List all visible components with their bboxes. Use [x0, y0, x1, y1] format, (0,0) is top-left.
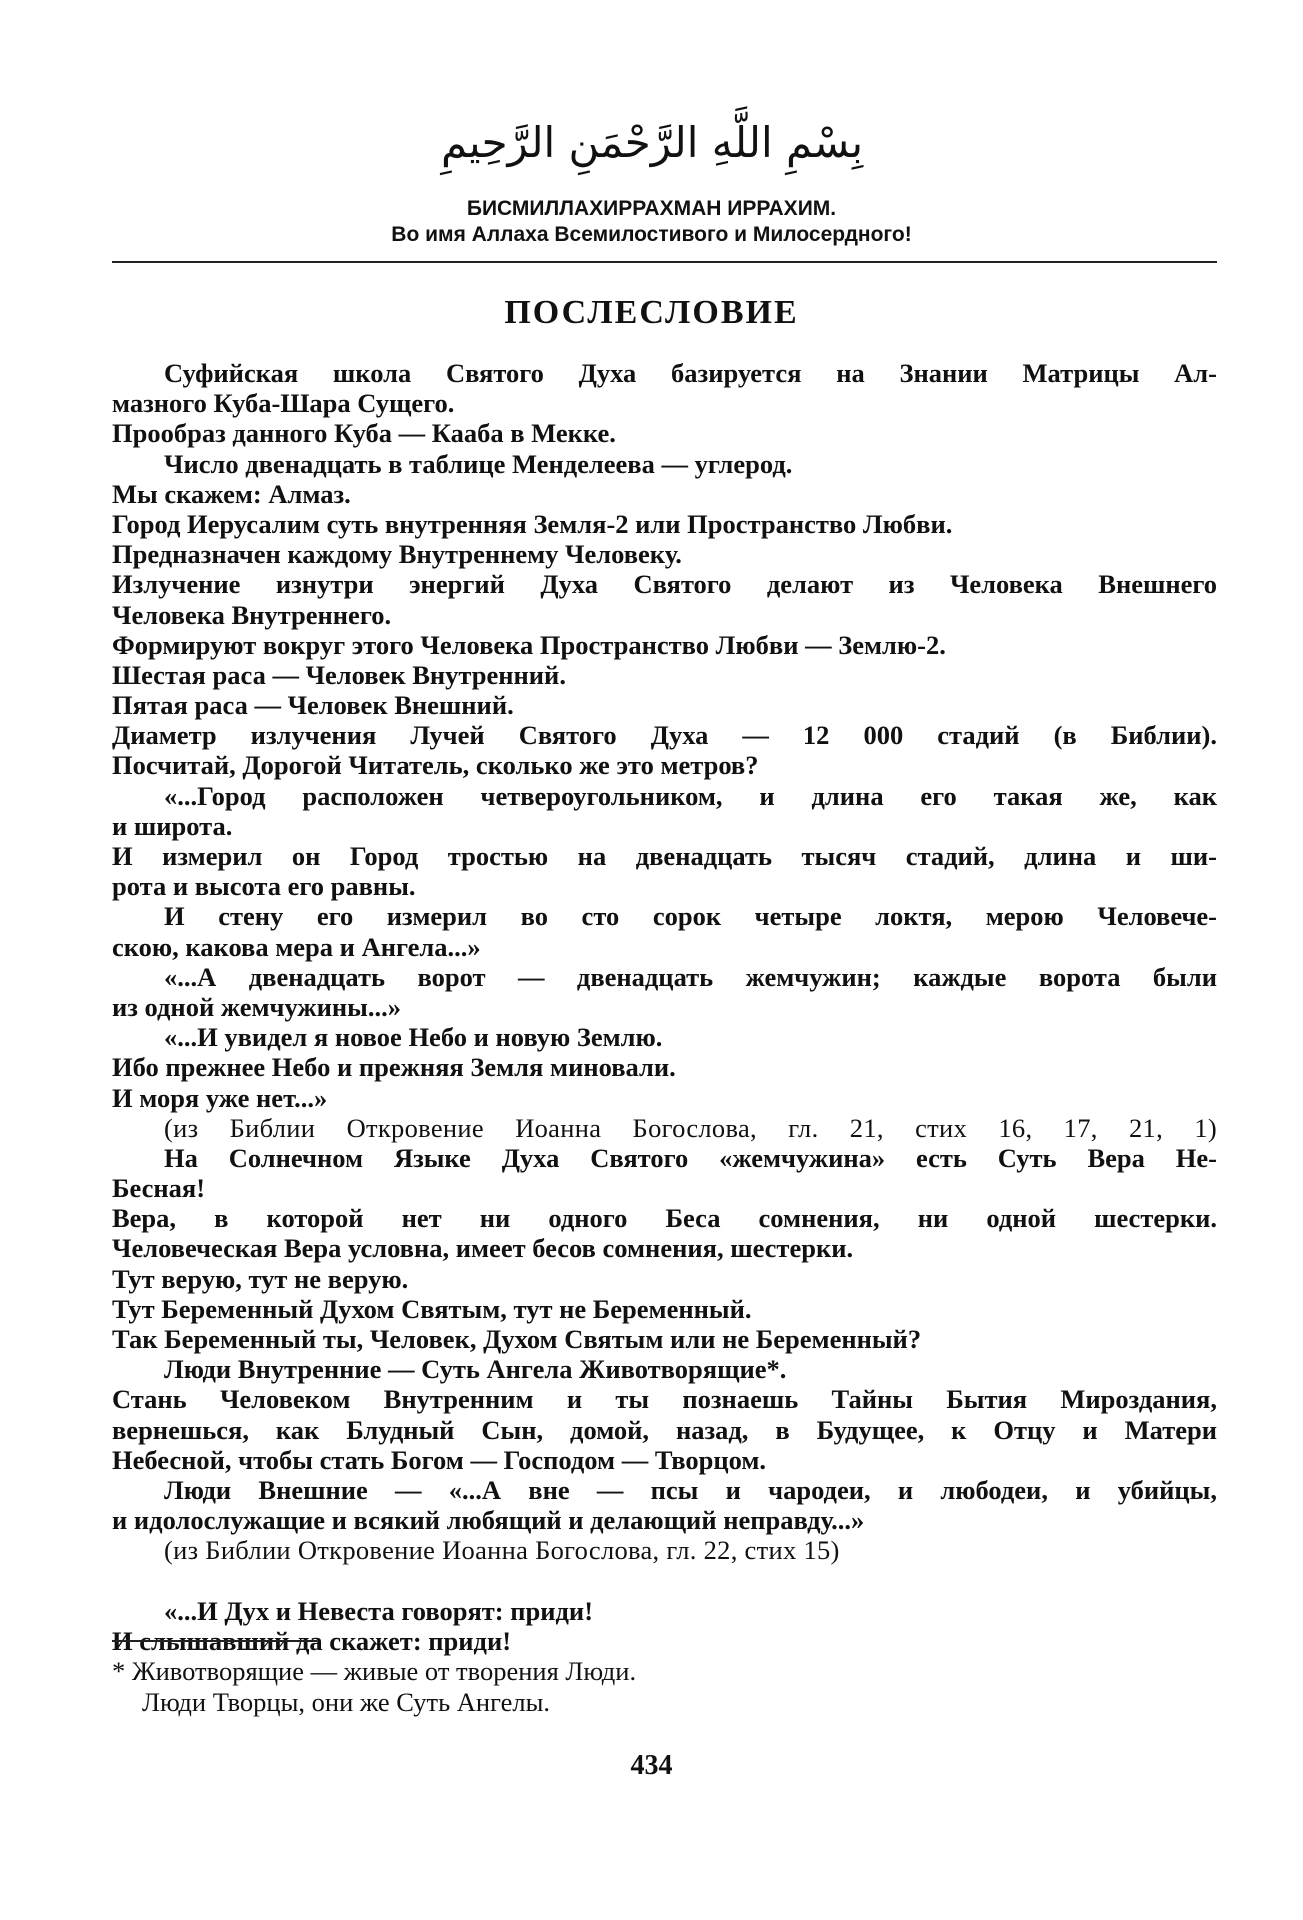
body-text [112, 358, 1217, 1656]
body-line: Тут верую, тут не верую. [112, 1263, 409, 1294]
body-line: Вера, в которой нет ни одного Беса сомнения, ни одной шестерки. [112, 1203, 1217, 1234]
body-line: И измерил он Город тростью на двенадцать тысяч стадий, длина и ши- [112, 841, 1217, 871]
footnote-line: * Животворящие — живые от творения Люди. [112, 1656, 637, 1686]
body-line: Излучение изнутри энергий Духа Святого делают из Человека Внешнего [112, 569, 1217, 600]
body-line: Люди Внешние — «...А вне — псы и чародеи, и любодеи, и убийцы, [164, 1474, 1217, 1505]
body-line: Люди Внутренние — Суть Ангела Животворящие*. [164, 1354, 787, 1385]
header-line-2: Во имя Аллаха Всемилостивого и Милосердного! [391, 223, 912, 246]
body-line: Пятая раса — Человек Внешний. [112, 690, 514, 721]
footnote [112, 1656, 1217, 1718]
body-line: Число двенадцать в таблице Менделеева — углерод. [164, 448, 793, 479]
body-line: «...А двенадцать ворот — двенадцать жемчужин; каждые ворота были [164, 961, 1217, 992]
body-line: «...Город расположен четвероугольником, и длина его такая же, как [164, 780, 1217, 811]
body-line: И моря уже нет...» [112, 1082, 328, 1113]
body-line: На Солнечном Языке Духа Святого «жемчужина» есть Суть Вера Не- [164, 1142, 1217, 1173]
body-line: «...И Дух и Невеста говорят: приди! [164, 1595, 594, 1626]
body-line: Мы скажем: Алмаз. [112, 478, 351, 509]
basmala-calligraphy [440, 95, 863, 190]
body-line: мазного Куба-Шара Сущего. [112, 388, 455, 419]
body-line: Посчитай, Дорогой Читатель, сколько же это метров? [112, 750, 759, 781]
footnote-line: Люди Творцы, они же Суть Ангелы. [142, 1687, 551, 1717]
page-header [0, 95, 1303, 248]
body-line: Человека Внутреннего. [112, 599, 392, 630]
body-line: и идолослужащие и всякий любящий и делающий неправду...» [112, 1505, 865, 1536]
body-line: Шестая раса — Человек Внутренний. [112, 659, 566, 690]
body-line: Бесная! [112, 1173, 206, 1204]
body-line: Прообраз данного Куба — Кааба в Мекке. [112, 418, 616, 449]
body-line: Ибо прежнее Небо и прежняя Земля миновали. [112, 1052, 676, 1083]
body-line: Небесной, чтобы стать Богом — Господом — Творцом. [112, 1444, 767, 1475]
body-line: Стань Человеком Внутренним и ты познаешь Тайны Бытия Мироздания, [112, 1384, 1217, 1415]
body-line: и широта. [112, 810, 233, 841]
page-title: ПОСЛЕСЛОВИЕ [504, 294, 799, 331]
body-line: Диаметр излучения Лучей Святого Духа — 12 000 стадий (в Библии). [112, 720, 1217, 751]
body-line: (из Библии Откровение Иоанна Богослова, гл. 22, стих 15) [164, 1535, 840, 1566]
body-line: И стену его измерил во сто сорок четыре локтя, мерою Человече- [164, 901, 1217, 932]
header-line-1: БИСМИЛЛАХИРРАХМАН ИРРАХИМ. [466, 197, 837, 220]
arabic-basmala-text: بِسْمِ اللَّهِ الرَّحْمَنِ الرَّحِيمِ [440, 118, 863, 167]
body-line: Так Беременный ты, Человек, Духом Святым или не Беременный? [112, 1324, 922, 1354]
header-divider [112, 261, 1217, 263]
body-line: «...И увидел я новое Небо и новую Землю. [164, 1022, 663, 1053]
body-line: (из Библии Откровение Иоанна Богослова, гл. 21, стих 16, 17, 21, 1) [164, 1112, 1217, 1143]
body-line: Тут Беременный Духом Святым, тут не Беременный. [112, 1293, 752, 1324]
paragraph-gap [112, 1566, 1217, 1596]
page-number: 434 [630, 1750, 673, 1781]
body-line: вернешься, как Блудный Сын, домой, назад, в Будущее, к Отцу и Матери [112, 1414, 1217, 1445]
body-line: Город Иерусалим суть внутренняя Земля-2 или Пространство Любви. [112, 508, 953, 539]
footnote-divider [112, 1640, 317, 1642]
body-line: Предназначен каждому Внутреннему Человеку. [112, 539, 682, 570]
body-line: Формируют вокруг этого Человека Пространство Любви — Землю-2. [112, 629, 946, 660]
body-line: скою, какова мера и Ангела...» [112, 931, 481, 962]
body-line: Суфийская школа Святого Духа базируется на Знании Матрицы Ал- [164, 358, 1217, 388]
body-line: Человеческая Вера условна, имеет бесов сомнения, шестерки. [112, 1233, 854, 1264]
body-line: рота и высота его равны. [112, 871, 416, 902]
body-line: И слышавший да скажет: приди! [112, 1625, 512, 1656]
body-line: из одной жемчужины...» [112, 991, 401, 1022]
